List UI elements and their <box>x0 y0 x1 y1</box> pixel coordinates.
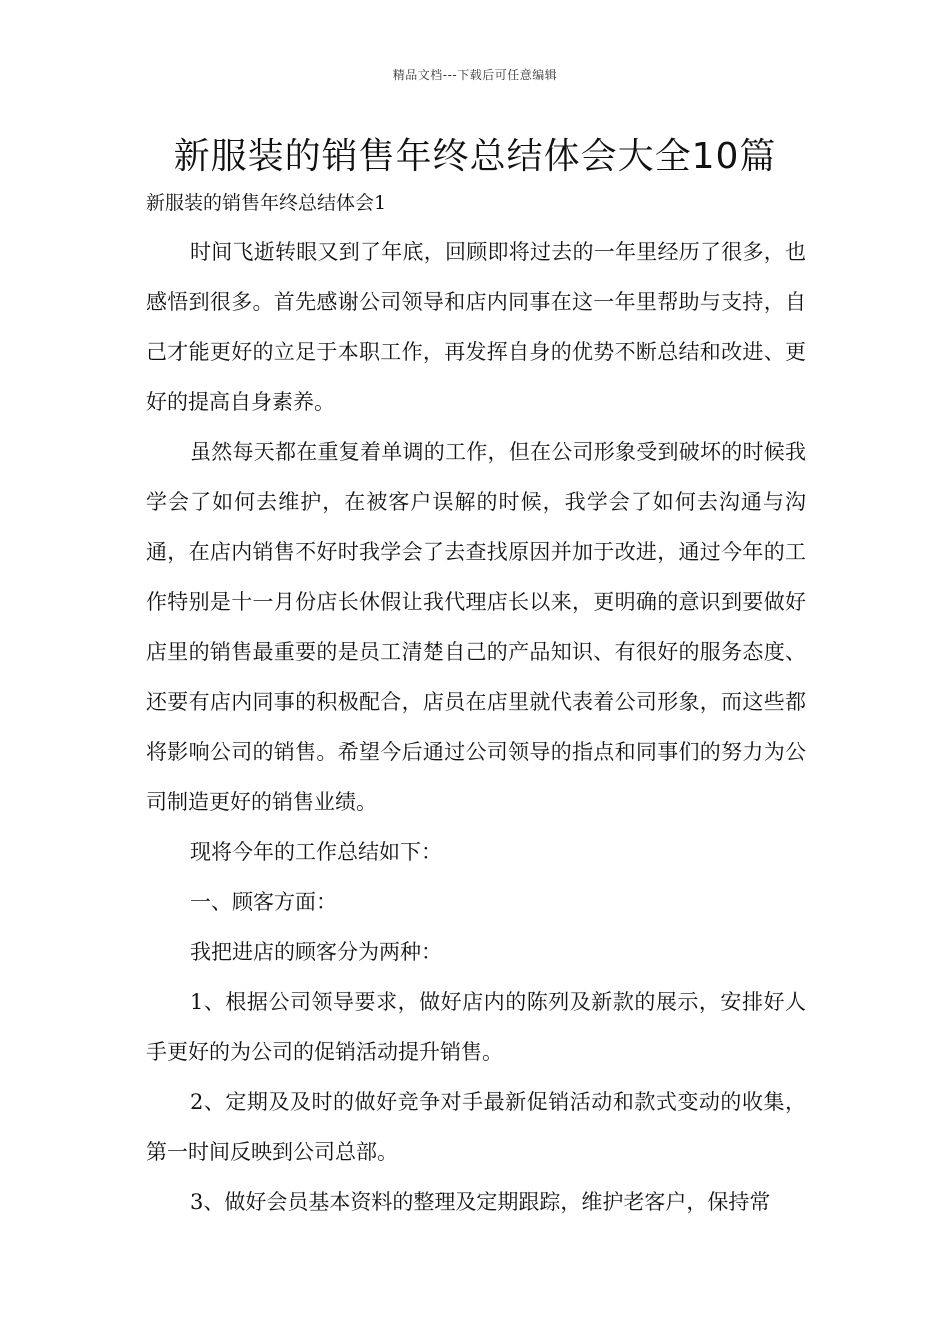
paragraph-4: 一、顾客方面： <box>190 890 337 914</box>
section-title: 新服装的销售年终总结体会1 <box>146 192 387 214</box>
paragraph-5: 我把进店的顾客分为两种： <box>190 940 442 964</box>
paragraph-6: 1、根据公司领导要求，做好店内的陈列及新款的展示，安排好人手更好的为公司的促销活动提升销售。 <box>146 990 806 1064</box>
body-text <box>146 227 806 1227</box>
paragraph-3: 现将今年的工作总结如下： <box>190 840 442 864</box>
paragraph-7: 2、定期及及时的做好竞争对手最新促销活动和款式变动的收集，第一时间反映到公司总部。 <box>146 1090 806 1164</box>
paragraph-8: 3、做好会员基本资料的整理及定期跟踪，维护老客户，保持常 <box>190 1190 771 1214</box>
paragraph-1: 时间飞逝转眼又到了年底，回顾即将过去的一年里经历了很多，也感悟到很多。首先感谢公司领导和店内同事在这一年里帮助与支持，自己才能更好的立足于本职工作，再发挥自身的优势不断总结和改进、更好的提高自身素养。 <box>146 240 806 414</box>
header-note: 精品文档---下载后可任意编辑 <box>392 68 558 82</box>
document-title: 新服装的销售年终总结体会大全10篇 <box>173 136 777 177</box>
paragraph-2: 虽然每天都在重复着单调的工作，但在公司形象受到破坏的时候我学会了如何去维护，在被客户误解的时候，我学会了如何去沟通与沟通，在店内销售不好时我学会了去查找原因并加于改进，通过今年的工作特别是十一月份店长休假让我代理店长以来，更明确的意识到要做好店里的销售最重要的是员工清楚自己的产品知识、有很好的服务态度、还要有店内同事的积极配合，店员在店里就代表着公司形象，而这些都将影响公司的销售。希望今后通过公司领导的指点和同事们的努力为公司制造更好的销售业绩。 <box>146 440 806 814</box>
